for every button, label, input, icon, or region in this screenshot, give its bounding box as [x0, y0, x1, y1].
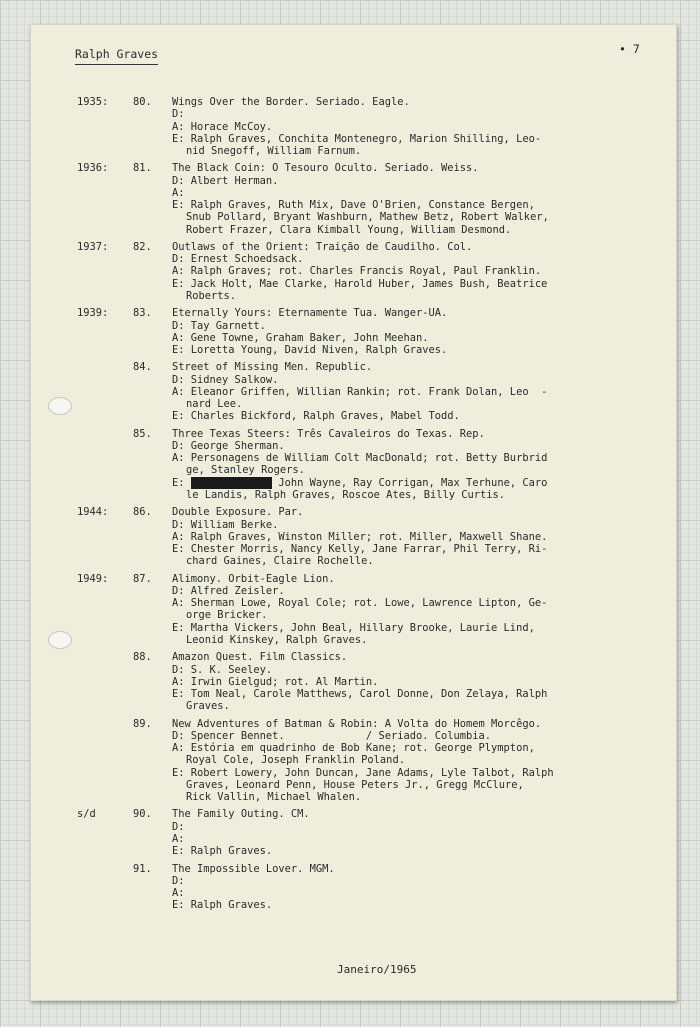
entry-line — [31, 307, 676, 319]
entry-line — [31, 609, 676, 621]
film-entry — [31, 162, 676, 241]
film-title-line: Outlaws of the Orient: Traição de Caudilho. Col. — [172, 240, 473, 253]
entry-number: 90. — [133, 808, 152, 821]
entry-number: 82. — [133, 240, 152, 253]
entry-line — [31, 224, 676, 236]
film-entry — [31, 506, 676, 572]
entry-line — [31, 211, 676, 223]
entry-line — [31, 688, 676, 700]
entry-text-prefix: E: — [172, 476, 185, 489]
entry-text: A: Gene Towne, Graham Baker, John Meehan. — [172, 331, 429, 344]
entry-text: E: Tom Neal, Carole Matthews, Carol Donne, Don Zelaya, Ralph — [172, 688, 548, 700]
entry-line — [31, 410, 676, 422]
entry-text: E: Ralph Graves. — [172, 845, 273, 858]
entry-text: chard Gaines, Claire Rochelle. — [186, 555, 374, 568]
entry-text: D: William Berke. — [172, 518, 279, 531]
entry-text: A: Ralph Graves; rot. Charles Francis Royal, Paul Franklin. — [172, 265, 542, 278]
film-title-line: The Black Coin: O Tesouro Oculto. Seriado. Weiss. — [172, 162, 479, 175]
entry-line — [31, 573, 676, 585]
entry-line — [31, 265, 676, 277]
entry-text: D: Sidney Salkow. — [172, 373, 279, 386]
entry-line — [31, 344, 676, 356]
entry-line — [31, 754, 676, 766]
entry-text: Robert Frazer, Clara Kimball Young, William Desmond. — [186, 223, 512, 236]
entry-line — [31, 374, 676, 386]
entry-line — [31, 543, 676, 555]
entry-text — [172, 477, 547, 489]
entry-text: A: Personagens de William Colt MacDonald; rot. Betty Burbrid — [172, 452, 548, 465]
entry-number: 80. — [133, 96, 152, 108]
entry-text: Royal Cole, Joseph Franklin Poland. — [186, 754, 405, 767]
entry-line — [31, 767, 676, 779]
film-entry — [31, 361, 676, 427]
entry-number: 81. — [133, 162, 152, 175]
film-entry — [31, 96, 676, 162]
film-entry — [31, 241, 676, 307]
film-title-line: Wings Over the Border. Seriado. Eagle. — [172, 96, 410, 108]
entry-line — [31, 651, 676, 663]
entry-line — [31, 121, 676, 133]
entry-line — [31, 700, 676, 712]
entry-year: s/d — [77, 808, 96, 821]
entry-text-rest: John Wayne, Ray Corrigan, Max Terhune, Caro — [272, 476, 548, 489]
film-title-line: Double Exposure. Par. — [172, 506, 304, 519]
entry-line — [31, 597, 676, 609]
entry-text: ge, Stanley Rogers. — [186, 464, 305, 477]
entry-line — [31, 489, 676, 501]
entry-line — [31, 398, 676, 410]
entry-number: 89. — [133, 717, 152, 730]
entry-line — [31, 452, 676, 464]
entry-line — [31, 386, 676, 398]
entry-line — [31, 506, 676, 518]
entry-line — [31, 887, 676, 899]
entry-line — [31, 440, 676, 452]
entry-text: E: Ralph Graves, Ruth Mix, Dave O'Brien, Constance Bergen, — [172, 199, 535, 212]
entry-text: D: S. K. Seeley. — [172, 663, 273, 676]
entry-line — [31, 199, 676, 211]
header-name: Ralph Graves — [75, 47, 158, 65]
entry-number: 84. — [133, 361, 152, 374]
entry-line — [31, 730, 676, 742]
film-entry — [31, 863, 676, 917]
entry-line — [31, 779, 676, 791]
entry-line — [31, 791, 676, 803]
entry-line — [31, 808, 676, 820]
film-title-line: Eternally Yours: Eternamente Tua. Wanger-UA. — [172, 307, 448, 320]
entry-year: 1937: — [77, 240, 109, 253]
entry-number: 88. — [133, 651, 152, 664]
entry-text: A: — [172, 832, 185, 845]
entry-text: E: Chester Morris, Nancy Kelly, Jane Farrar, Phil Terry, Ri- — [172, 543, 548, 556]
entry-text: Leonid Kinskey, Ralph Graves. — [186, 633, 368, 646]
entry-text: A: Irwin Gielgud; rot. Al Martin. — [172, 675, 379, 688]
entry-line — [31, 664, 676, 676]
entry-text: A: Horace McCoy. — [172, 120, 273, 133]
entry-line — [31, 718, 676, 730]
entry-year: 1944: — [77, 506, 109, 519]
entry-line — [31, 133, 676, 145]
entry-line — [31, 622, 676, 634]
entry-text: Graves, Leonard Penn, House Peters Jr., Gregg McClure, — [186, 778, 524, 791]
entry-text: A: — [172, 186, 185, 199]
entry-line — [31, 428, 676, 440]
entry-text: D: George Sherman. — [172, 439, 285, 452]
entry-number: 87. — [133, 572, 152, 585]
entry-line — [31, 863, 676, 875]
entry-text: nid Snegoff, William Farnum. — [186, 145, 362, 157]
entry-line — [31, 278, 676, 290]
entry-line — [31, 187, 676, 199]
entry-text: E: Ralph Graves. — [172, 899, 273, 912]
entry-line — [31, 145, 676, 157]
entry-text: Snub Pollard, Bryant Washburn, Mathew Betz, Robert Walker, — [186, 211, 549, 224]
entry-line — [31, 845, 676, 857]
film-entry — [31, 651, 676, 717]
entry-text: E: Jack Holt, Mae Clarke, Harold Huber, James Bush, Beatrice — [172, 277, 548, 290]
typed-document-page — [30, 24, 677, 1001]
entry-number: 83. — [133, 307, 152, 320]
entry-text: Rick Vallin, Michael Whalen. — [186, 791, 362, 804]
entry-text: D: Alfred Zeisler. — [172, 584, 285, 597]
entry-text: orge Bricker. — [186, 609, 268, 622]
entry-text: D: Albert Herman. — [172, 174, 279, 187]
entry-line — [31, 833, 676, 845]
entry-line — [31, 361, 676, 373]
entry-line — [31, 634, 676, 646]
entry-text: E: Martha Vickers, John Beal, Hillary Brooke, Laurie Lind, — [172, 621, 535, 634]
entry-text: A: Sherman Lowe, Royal Cole; rot. Lowe, Lawrence Lipton, Ge- — [172, 597, 548, 610]
entry-year: 1935: — [77, 96, 109, 108]
film-title-line: Alimony. Orbit-Eagle Lion. — [172, 572, 335, 585]
entry-line — [31, 162, 676, 174]
entry-line — [31, 332, 676, 344]
entry-line — [31, 253, 676, 265]
entry-text: A: Eleanor Griffen, Willian Rankin; rot. Frank Dolan, Leo - — [172, 385, 548, 398]
entry-line — [31, 585, 676, 597]
entry-line — [31, 676, 676, 688]
entry-line — [31, 899, 676, 911]
entry-text: D: Tay Garnett. — [172, 319, 266, 332]
entry-text: A: — [172, 887, 185, 900]
film-title-line: Street of Missing Men. Republic. — [172, 361, 373, 374]
entry-text: E: Ralph Graves, Conchita Montenegro, Marion Shilling, Leo- — [172, 132, 542, 145]
entry-text: D: Ernest Schoedsack. — [172, 253, 304, 266]
film-title-line: The Family Outing. CM. — [172, 808, 310, 821]
entry-line — [31, 108, 676, 120]
entry-text: D: — [172, 874, 185, 887]
entry-text: Graves. — [186, 700, 230, 713]
entry-text: A: Estória em quadrinho de Bob Kane; rot. George Plympton, — [172, 742, 535, 755]
entry-line — [31, 875, 676, 887]
entry-text: A: Ralph Graves, Winston Miller; rot. Miller, Maxwell Shane. — [172, 530, 548, 543]
entry-text: le Landis, Ralph Graves, Roscoe Ates, Billy Curtis. — [186, 488, 506, 501]
entry-line — [31, 555, 676, 567]
entry-text: D: Spencer Bennet. / Seriado. Columbia. — [172, 729, 492, 742]
entry-number: 91. — [133, 862, 152, 875]
entry-year: 1936: — [77, 162, 109, 175]
film-entry — [31, 718, 676, 809]
entry-text: D: — [172, 820, 185, 833]
film-entry — [31, 808, 676, 862]
film-title-line: Three Texas Steers: Três Cavaleiros do Texas. Rep. — [172, 427, 485, 440]
entry-line — [31, 742, 676, 754]
entry-text: E: Charles Bickford, Ralph Graves, Mabel Todd. — [172, 410, 460, 423]
entry-text: E: Robert Lowery, John Duncan, Jane Adams, Lyle Talbot, Ralph — [172, 766, 554, 779]
entry-text: E: Loretta Young, David Niven, Ralph Graves. — [172, 344, 448, 357]
entry-text: Roberts. — [186, 289, 237, 302]
film-title-line: New Adventures of Batman & Robin: A Volta do Homem Morcêgo. — [172, 717, 542, 730]
film-title-line: The Impossible Lover. MGM. — [172, 862, 335, 875]
entry-line — [31, 821, 676, 833]
entry-line — [31, 290, 676, 302]
film-entry — [31, 307, 676, 361]
entry-line — [31, 519, 676, 531]
entry-line — [31, 464, 676, 476]
filmography-list — [31, 96, 676, 917]
entry-text: D: — [172, 108, 185, 121]
struck-out-text: Ralph Graves, — [190, 476, 273, 489]
entry-number: 86. — [133, 506, 152, 519]
page-number: • 7 — [619, 42, 640, 56]
footer-date: Janeiro/1965 — [337, 963, 417, 976]
entry-year: 1949: — [77, 572, 109, 585]
entry-line — [31, 241, 676, 253]
entry-year: 1939: — [77, 307, 109, 320]
film-entry — [31, 573, 676, 652]
entry-text: nard Lee. — [186, 398, 243, 411]
film-entry — [31, 428, 676, 507]
entry-line — [31, 531, 676, 543]
film-title-line: Amazon Quest. Film Classics. — [172, 651, 348, 664]
entry-line — [31, 175, 676, 187]
entry-line — [31, 96, 676, 108]
entry-line — [31, 320, 676, 332]
entry-line — [31, 477, 676, 489]
entry-number: 85. — [133, 427, 152, 440]
